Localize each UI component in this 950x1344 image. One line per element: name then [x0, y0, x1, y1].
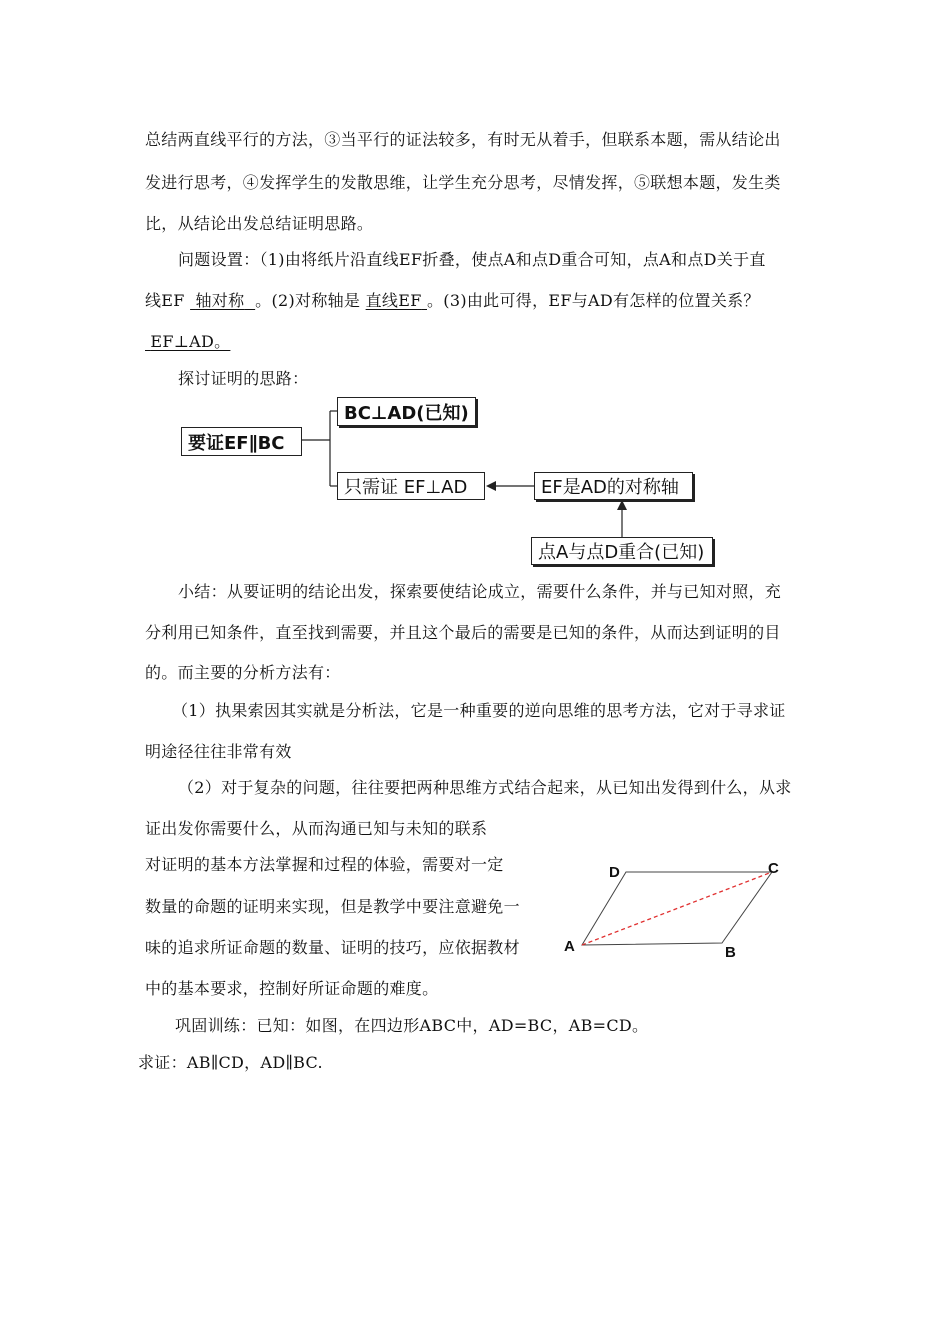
- text: 线EF: [145, 291, 185, 310]
- summary-point: 证出发你需要什么，从而沟通已知与未知的联系: [145, 819, 488, 838]
- exercise-line: 求证：AB∥CD，AD∥BC.: [138, 1053, 323, 1072]
- summary-line: 小结：从要证明的结论出发，探索要使结论成立，需要什么条件，并与已知对照，充: [178, 582, 782, 601]
- paragraph-line: 比，从结论出发总结证明思路。: [145, 214, 374, 233]
- vertex-label-b: B: [725, 944, 736, 961]
- vertex-label-c: C: [768, 860, 779, 877]
- answer-blank: 轴对称: [195, 291, 245, 310]
- method-line: 味的追求所证命题的数量、证明的技巧，应依据教材: [145, 938, 520, 957]
- diagram-box-axis: EF是AD的对称轴: [534, 472, 693, 500]
- vertex-label-d: D: [609, 864, 620, 881]
- text: 。(2)对称轴是: [255, 291, 361, 310]
- diagram-box-need: 只需证 EF⊥AD: [337, 472, 485, 500]
- exercise-line: 巩固训练：已知：如图，在四边形ABC中，AD=BC，AB=CD。: [175, 1016, 649, 1035]
- proof-heading: 探讨证明的思路：: [178, 369, 309, 388]
- method-line: 数量的命题的证明来实现，但是教学中要注意避免一: [145, 897, 520, 916]
- text: 。(3)由此可得，EF与AD有怎样的位置关系？: [427, 291, 760, 310]
- question-line: 问题设置：（1)由将纸片沿直线EF折叠，使点A和点D重合可知，点A和点D关于直: [178, 250, 766, 269]
- summary-point: （2）对于复杂的问题，往往要把两种思维方式结合起来，从已知出发得到什么，从求: [178, 778, 792, 797]
- diagram-box-goal: 要证EF∥BC: [181, 427, 302, 456]
- paragraph-line: 发进行思考，④发挥学生的发散思维，让学生充分思考，尽情发挥，⑤联想本题，发生类: [145, 173, 781, 192]
- method-line: 中的基本要求，控制好所证命题的难度。: [145, 979, 439, 998]
- diagonal-ac: [582, 872, 772, 945]
- method-line: 对证明的基本方法掌握和过程的体验，需要对一定: [145, 855, 504, 874]
- answer-blank: 直线EF: [365, 291, 422, 310]
- summary-line: 分利用已知条件，直至找到需要，并且这个最后的需要是已知的条件，从而达到证明的目: [145, 623, 781, 642]
- diagram-box-coincide: 点A与点D重合(已知): [531, 537, 713, 565]
- paragraph-line: 总结两直线平行的方法，③当平行的证法较多，有时无从着手，但联系本题，需从结论出: [145, 130, 781, 149]
- summary-line: 的。而主要的分析方法有：: [145, 663, 341, 682]
- vertex-label-a: A: [564, 938, 575, 955]
- summary-point: （1）执果索因其实就是分析法，它是一种重要的逆向思维的思考方法，它对于寻求证: [172, 701, 786, 720]
- parallelogram-figure: [550, 850, 800, 970]
- diagram-box-known: BC⊥AD(已知): [337, 397, 476, 426]
- summary-point: 明途径往往非常有效: [145, 742, 292, 761]
- answer-blank: EF⊥AD。: [150, 332, 231, 351]
